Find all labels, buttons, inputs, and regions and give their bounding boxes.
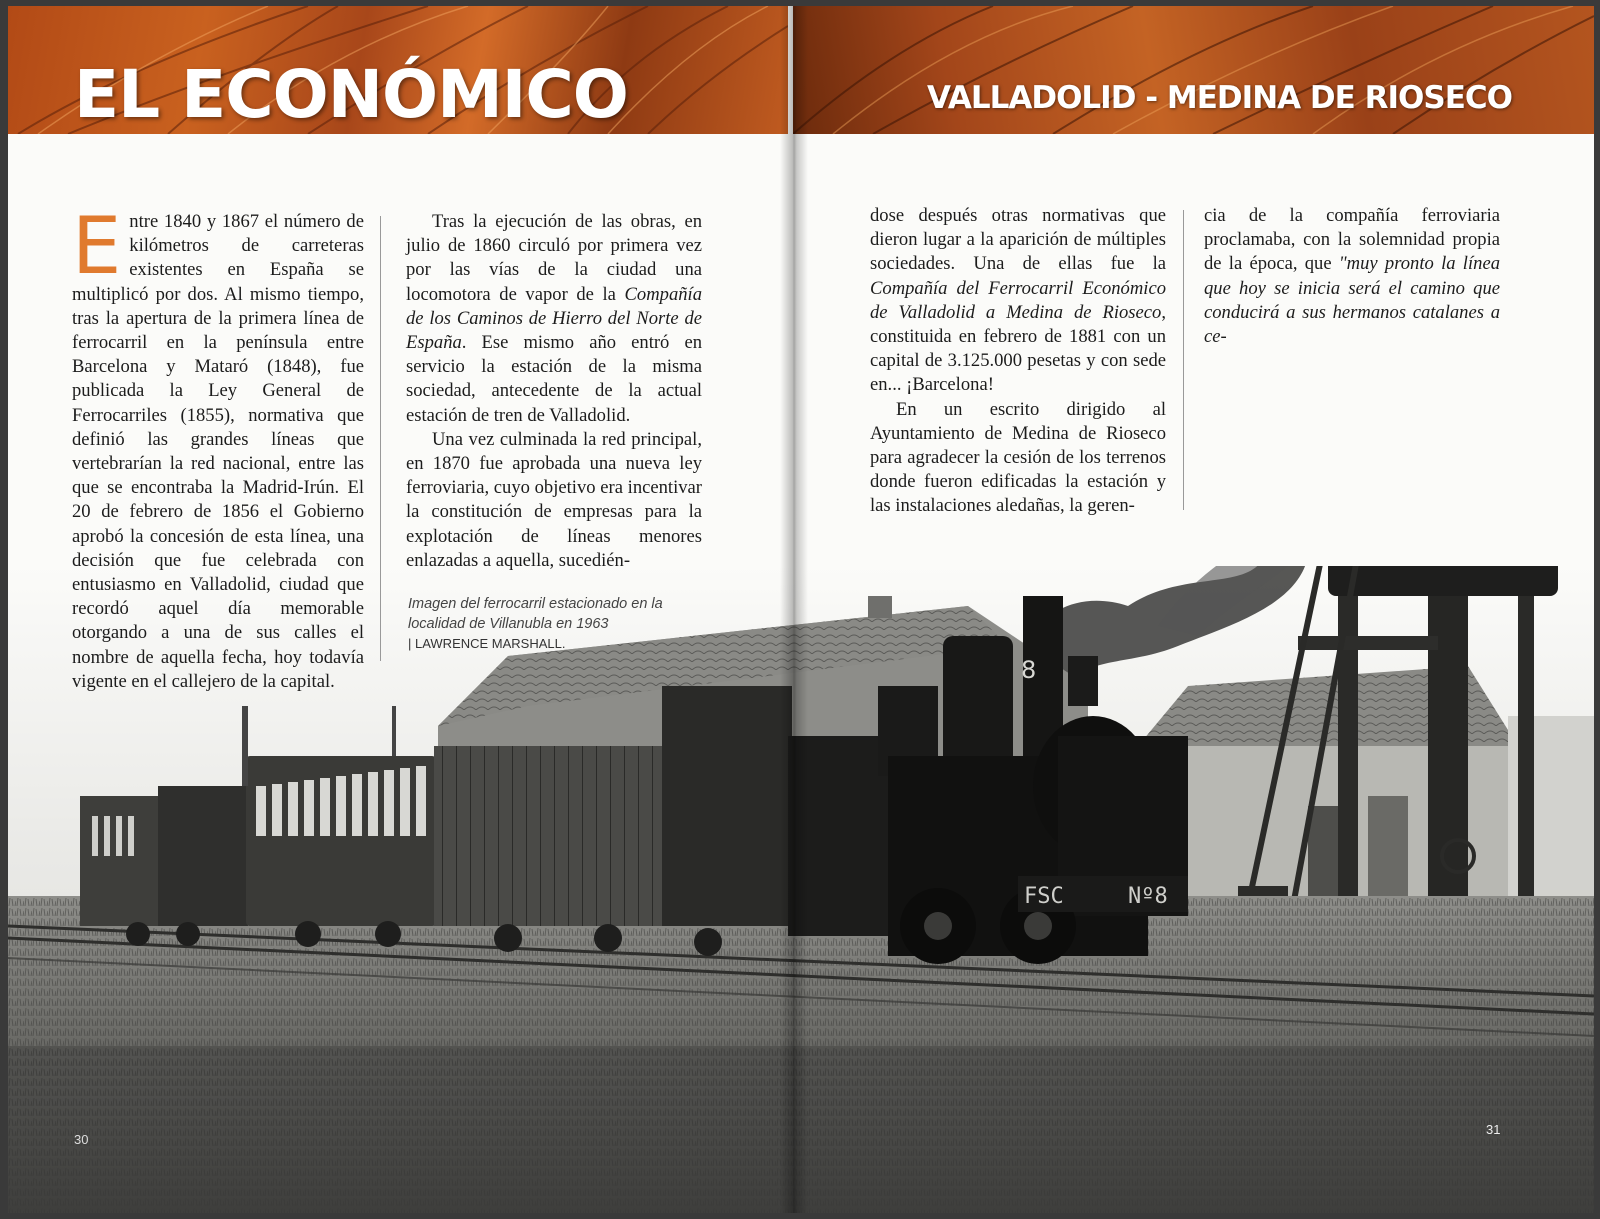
column-1 bbox=[72, 202, 364, 694]
column-3-p2: En un escrito dirigido al Ayuntamiento de Medina de Rioseco para agradecer la cesión de los terrenos donde fueron edificadas la estación y las instalaciones aledañas, la geren- bbox=[870, 398, 1166, 517]
photo-caption bbox=[408, 594, 668, 654]
book-gutter bbox=[780, 6, 808, 1213]
photo-credit: | LAWRENCE MARSHALL. bbox=[408, 636, 566, 651]
loco-plate-number: Nº8 bbox=[1128, 884, 1168, 909]
column-3-p1-em: Compañía del Ferrocarril Económico de Valladolid a Medina de Rioseco bbox=[870, 277, 1166, 323]
page-subtitle: VALLADOLID - MEDINA DE RIOSECO bbox=[926, 80, 1512, 116]
drop-cap: E bbox=[72, 202, 122, 292]
magazine-spread bbox=[8, 6, 1594, 1213]
column-3 bbox=[870, 204, 1166, 519]
column-3-p1-b: , constituida en febrero de 1881 con un capital de 3.125.000 pesetas y con sede en... ¡Barcelona! bbox=[870, 301, 1166, 396]
loco-cab-number: 8 bbox=[1021, 656, 1037, 684]
column-4 bbox=[1204, 204, 1500, 349]
column-2-p1-em: Compañía de los Caminos de Hierro del Norte de España bbox=[406, 283, 702, 354]
loco-plate-fsc: FSC bbox=[1024, 884, 1064, 909]
column-2-p2: Una vez culminada la red principal, en 1870 fue aprobada una nueva ley ferroviaria, cuyo objetivo era incentivar la constitución de empresas para la explotación de líneas menores enlazadas a aquella, sucedién- bbox=[406, 428, 702, 571]
column-2-p1-b: . Ese mismo año entró en servicio la estación de la misma sociedad, antecedente de la actual estación de tren de Valladolid. bbox=[406, 332, 702, 426]
column-3-p1-a: dose después otras normativas que dieron lugar a la aparición de múltiples sociedades. Una de ellas fue la bbox=[870, 205, 1166, 275]
page-title: EL ECONÓMICO bbox=[74, 56, 628, 133]
page-number-left: 30 bbox=[74, 1132, 89, 1147]
column-4-a: cia de la compañía ferroviaria proclamaba, con la solemnidad propia de la época, que bbox=[1204, 205, 1500, 275]
column-divider bbox=[1183, 210, 1184, 510]
page-number-right: 31 bbox=[1486, 1122, 1501, 1137]
column-4-em: "muy pronto la línea que hoy se inicia será el camino que conducirá a sus hermanos catalanes a ce- bbox=[1204, 253, 1500, 348]
photo-caption-text: Imagen del ferrocarril estacionado en la localidad de Villanubla en 1963 bbox=[408, 596, 663, 632]
column-2 bbox=[406, 210, 702, 573]
column-divider bbox=[380, 216, 381, 661]
column-1-text: ntre 1840 y 1867 el número de kilómetros de carreteras existentes en España se multiplicó por dos. Al mismo tiempo, tras la apertura de la primera línea de ferrocarril en la península entre Barcelona y Mataró (1848), fue publicada la Ley General de Ferrocarriles (1855), normativa que definió las grandes líneas que vertebrarían la red nacional, entre las que se encontraba la Madrid-Irún. El 20 de febrero de 1856 el Gobierno aprobó la concesión de esta línea, una decisión que fue celebrada con entusiasmo en Valladolid, ciudad que recordó aquel día memorable otorgando a una de sus calles el nombre de aquella fecha, hoy todavía vigente en el callejero de la capital. bbox=[72, 211, 364, 692]
column-2-p1-a: Tras la ejecución de las obras, en julio de 1860 circuló por primera vez por las vías de la ciudad una locomotora de vapor de la bbox=[406, 211, 702, 305]
